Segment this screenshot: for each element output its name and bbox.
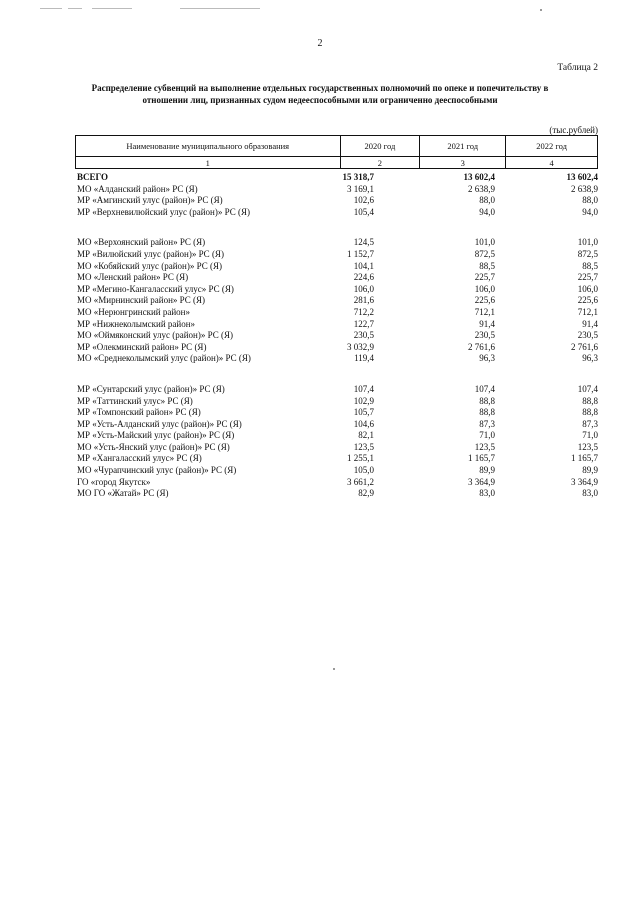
row-value-2022: 13 602,4 [566, 172, 598, 182]
row-value-2021: 225,7 [474, 272, 495, 283]
table-body [77, 172, 600, 500]
row-value-2021: 107,4 [474, 383, 495, 394]
row-value-2021: 2 761,6 [468, 341, 495, 352]
row-value-2021: 712,1 [474, 306, 495, 317]
row-value-2020: 107,4 [353, 383, 374, 394]
row-value-2022: 88,5 [582, 260, 598, 271]
unit-label: (тыс.рублей) [549, 125, 598, 135]
row-value-2022: 91,4 [582, 318, 598, 329]
row-name: МР «Усть-Алданский улус (район)» РС (Я) [77, 418, 242, 429]
row-value-2022: 94,0 [582, 206, 598, 217]
table-row [77, 407, 600, 419]
header-2021: 2021 год [420, 136, 506, 157]
table-row [77, 453, 600, 465]
table-row [77, 396, 600, 408]
row-name: МО «Верхоянский район» РС (Я) [77, 237, 206, 248]
row-value-2020: 105,7 [353, 407, 374, 418]
row-name: ВСЕГО [77, 172, 109, 182]
row-name: МР «Томпонский район» РС (Я) [77, 407, 201, 418]
header-col-number: 1 [76, 157, 341, 169]
row-value-2020: 3 032,9 [347, 341, 374, 352]
row-value-2020: 122,7 [353, 318, 374, 329]
table-row [77, 384, 600, 396]
scan-artifact [40, 8, 62, 9]
row-value-2022: 101,0 [577, 237, 598, 248]
scan-artifact [333, 668, 335, 670]
table-row-total [77, 172, 600, 184]
table-row [77, 477, 600, 489]
table-row [77, 488, 600, 500]
row-value-2021: 88,5 [479, 260, 495, 271]
table-row [77, 430, 600, 442]
row-value-2020: 1 152,7 [347, 248, 374, 259]
table-row [77, 195, 600, 207]
row-name: МР «Хангаласский улус» РС (Я) [77, 453, 202, 464]
table-row [77, 319, 600, 331]
row-name: МР «Таттинский улус» РС (Я) [77, 395, 193, 406]
row-value-2021: 89,9 [479, 465, 495, 476]
row-value-2020: 712,2 [353, 306, 374, 317]
row-value-2020: 224,6 [353, 272, 374, 283]
row-value-2021: 96,3 [479, 353, 495, 364]
row-value-2020: 3 661,2 [347, 476, 374, 487]
table-row [77, 284, 600, 296]
row-value-2022: 123,5 [577, 441, 598, 452]
document-title: Распределение субвенций на выполнение отдельных государственных полномочий по опеке и попечительству в отношении лиц, признанных судом недееспособными или ограниченно дееспособными [91, 83, 549, 105]
table-row [77, 419, 600, 431]
row-value-2020: 230,5 [353, 330, 374, 341]
row-name: МО «Алданский район» РС (Я) [77, 183, 198, 194]
row-name: МО «Усть-Янский улус (район)» РС (Я) [77, 441, 230, 452]
table-row [77, 465, 600, 477]
row-value-2022: 106,0 [577, 283, 598, 294]
row-name: МР «Олекминский район» РС (Я) [77, 341, 207, 352]
row-value-2020: 82,9 [358, 488, 374, 499]
row-value-2020: 15 318,7 [342, 172, 374, 182]
row-value-2020: 119,4 [354, 353, 374, 364]
row-name: МР «Верхневилюйский улус (район)» РС (Я) [77, 206, 250, 217]
header-col-number: 4 [506, 157, 598, 169]
table-row [77, 353, 600, 365]
row-name: ГО «город Якутск» [77, 476, 151, 487]
scan-artifact [92, 8, 132, 9]
row-value-2021: 91,4 [479, 318, 495, 329]
row-name: МО «Оймяконский улус (район)» РС (Я) [77, 330, 233, 341]
row-name: МР «Мегино-Кангаласский улус» РС (Я) [77, 283, 234, 294]
table-label: Таблица 2 [557, 63, 598, 73]
row-name: МО «Ленский район» РС (Я) [77, 272, 189, 283]
row-name: МР «Вилюйский улус (район)» РС (Я) [77, 248, 224, 259]
row-value-2022: 71,0 [582, 430, 598, 441]
table-row [77, 442, 600, 454]
row-spacer [77, 218, 600, 237]
table-row [77, 295, 600, 307]
header-col-number: 2 [340, 157, 420, 169]
row-value-2022: 96,3 [582, 353, 598, 364]
table-row [77, 342, 600, 354]
row-value-2020: 106,0 [353, 283, 374, 294]
header-2022: 2022 год [506, 136, 598, 157]
table-row [77, 184, 600, 196]
table-row [77, 330, 600, 342]
row-value-2022: 87,3 [582, 418, 598, 429]
row-value-2020: 281,6 [353, 295, 374, 306]
row-value-2021: 88,8 [479, 395, 495, 406]
scan-artifact [180, 8, 260, 9]
row-value-2020: 105,4 [353, 206, 374, 217]
row-name: МО «Нерюнгринский район» [77, 306, 190, 317]
header-col-number: 3 [420, 157, 506, 169]
row-name: МО «Мирнинский район» РС (Я) [77, 295, 206, 306]
row-name: МО «Кобяйский улус (район)» РС (Я) [77, 260, 222, 271]
row-value-2021: 71,0 [479, 430, 495, 441]
row-value-2020: 102,9 [353, 395, 374, 406]
row-name: МР «Амгинский улус (район)» РС (Я) [77, 195, 223, 206]
row-value-2022: 1 165,7 [571, 453, 598, 464]
row-value-2020: 104,1 [353, 260, 374, 271]
row-value-2021: 83,0 [479, 488, 495, 499]
row-value-2021: 87,3 [479, 418, 495, 429]
row-value-2021: 3 364,9 [468, 476, 495, 487]
row-name: МР «Нижнеколымский район» [77, 318, 196, 329]
page-number: 2 [317, 38, 323, 49]
row-value-2022: 83,0 [582, 488, 598, 499]
table-row [77, 207, 600, 219]
row-value-2022: 3 364,9 [571, 476, 598, 487]
row-value-2020: 124,5 [353, 237, 374, 248]
row-value-2021: 88,8 [479, 407, 495, 418]
row-value-2021: 230,5 [474, 330, 495, 341]
row-value-2020: 123,5 [353, 441, 374, 452]
row-value-2021: 88,0 [479, 195, 495, 206]
row-value-2022: 872,5 [577, 248, 598, 259]
row-value-2021: 106,0 [474, 283, 495, 294]
row-name: МО «Среднеколымский улус (район)» РС (Я) [77, 353, 251, 364]
table-row [77, 261, 600, 273]
row-value-2021: 94,0 [479, 206, 495, 217]
row-value-2020: 82,1 [358, 430, 374, 441]
row-name: МО ГО «Жатай» РС (Я) [77, 488, 169, 499]
table-row [77, 307, 600, 319]
table-row [77, 237, 600, 249]
row-name: МР «Сунтарский улус (район)» РС (Я) [77, 383, 225, 394]
scan-artifact [540, 9, 542, 11]
header-2020: 2020 год [340, 136, 420, 157]
row-value-2022: 88,0 [582, 195, 598, 206]
row-value-2022: 107,4 [577, 383, 598, 394]
row-name: МО «Чурапчинский улус (район)» РС (Я) [77, 465, 237, 476]
row-value-2020: 104,6 [353, 418, 374, 429]
row-value-2021: 123,5 [474, 441, 495, 452]
row-value-2022: 225,7 [577, 272, 598, 283]
row-value-2020: 1 255,1 [347, 453, 374, 464]
row-value-2022: 89,9 [582, 465, 598, 476]
row-value-2021: 2 638,9 [468, 183, 495, 194]
row-spacer [77, 365, 600, 384]
row-value-2022: 712,1 [577, 306, 598, 317]
row-value-2022: 230,5 [577, 330, 598, 341]
row-value-2020: 105,0 [353, 465, 374, 476]
row-value-2021: 1 165,7 [468, 453, 495, 464]
row-value-2021: 101,0 [474, 237, 495, 248]
row-value-2020: 102,6 [353, 195, 374, 206]
row-value-2021: 872,5 [474, 248, 495, 259]
row-value-2022: 225,6 [577, 295, 598, 306]
row-value-2022: 2 761,6 [571, 341, 598, 352]
row-value-2021: 13 602,4 [463, 172, 495, 182]
table-row [77, 249, 600, 261]
row-value-2022: 88,8 [582, 395, 598, 406]
row-value-2020: 3 169,1 [347, 183, 374, 194]
row-value-2021: 225,6 [474, 295, 495, 306]
row-value-2022: 88,8 [582, 407, 598, 418]
table-row [77, 272, 600, 284]
header-name: Наименование муниципального образования [76, 136, 341, 157]
row-value-2022: 2 638,9 [571, 183, 598, 194]
table-header [75, 135, 598, 169]
row-name: МР «Усть-Майский улус (район)» РС (Я) [77, 430, 235, 441]
scan-artifact [68, 8, 82, 9]
